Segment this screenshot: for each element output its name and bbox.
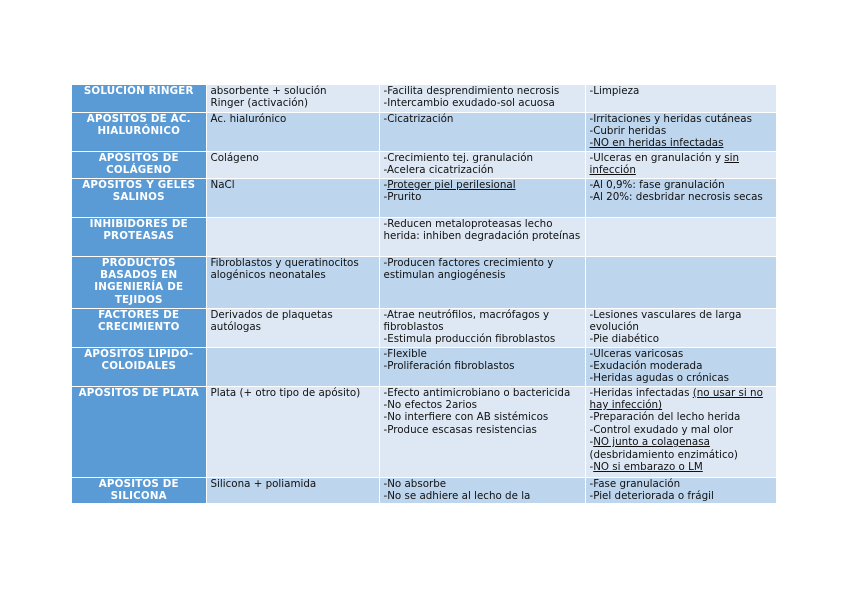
cell-line: -Estimula producción fibroblastos <box>383 333 556 346</box>
cell-line: - <box>383 178 388 191</box>
cell-line: -Irritaciones y heridas cutáneas <box>589 112 752 125</box>
cell-line-underlined: Proteger piel perilesional <box>387 178 516 191</box>
cell-line: -Facilita desprendimiento necrosis <box>383 85 560 97</box>
cell-line-underlined: NO junto a colagenasa <box>593 436 710 449</box>
effects-cell <box>379 256 585 308</box>
cell-line: -Crecimiento tej. granulación <box>383 151 534 164</box>
cell-line: -Lesiones vasculares de larga evolución <box>589 308 742 333</box>
table-row <box>72 151 776 178</box>
table-row <box>72 85 776 112</box>
cell-line: Ringer (activación) <box>210 97 309 110</box>
effects-cell <box>379 386 585 477</box>
cell-line: -Ulceras en granulación y <box>589 151 725 164</box>
cell-line: -Efecto antimicrobiano o bactericida <box>383 386 571 399</box>
cell-line: (desbridamiento enzimático) <box>589 448 738 461</box>
row-header <box>72 477 206 503</box>
row-header-text: APÓSITOS DE SILICONA <box>98 477 179 502</box>
cell-line: NaCl <box>210 178 235 191</box>
indications-cell <box>585 85 776 112</box>
row-header: APÓSITOS DE PLATA <box>72 386 206 477</box>
row-header: APÓSITOS Y GELES SALINOS <box>72 178 206 217</box>
cell-line-underlined: sin <box>724 151 739 164</box>
cell-line: -Prurito <box>383 190 422 203</box>
cell-line: -Producen factores crecimiento y estimulan angiogénesis <box>383 256 554 281</box>
cell-line: -No absorbe <box>383 477 447 490</box>
cell-line: - <box>589 436 594 449</box>
row-header: APÓSITOS DE COLÁGENO <box>72 151 206 178</box>
cell-line-underlined: NO si embarazo o LM <box>593 460 703 473</box>
indications-cell <box>585 178 776 217</box>
effects-cell <box>379 308 585 347</box>
effects-cell <box>379 85 585 112</box>
table-row <box>72 477 776 503</box>
cell-line: Ác. hialurónico <box>210 112 287 125</box>
cell-line: -Limpieza <box>589 85 640 97</box>
row-header: PRODUCTOS BASADOS EN INGENIERÍA DE TEJIDOS <box>72 256 206 308</box>
cell-line: -Al 20%: desbridar necrosis secas <box>589 190 763 203</box>
cell-line: -Exudación moderada <box>589 359 703 372</box>
dressings-table <box>72 85 777 504</box>
cell-line: -Control exudado y mal olor <box>589 423 733 436</box>
cell-line: -Flexible <box>383 347 427 360</box>
cell-line: Plata (+ otro tipo de apósito) <box>210 386 361 399</box>
cell-line: - <box>589 460 594 473</box>
effects-cell <box>379 347 585 386</box>
cell-line: -Cubrir heridas <box>589 124 667 137</box>
cell-line: Colágeno <box>210 151 259 164</box>
effects-cell <box>379 477 585 503</box>
table-row <box>72 217 776 256</box>
indications-cell <box>585 256 776 308</box>
cell-line: Derivados de plaquetas autólogas <box>210 308 333 333</box>
cell-line: -Heridas agudas o crónicas <box>589 372 729 385</box>
cell-line: Silicona + poliamida <box>210 477 317 490</box>
cell-line: -Preparación del lecho herida <box>589 411 741 424</box>
table-row <box>72 347 776 386</box>
composition-cell <box>206 112 379 151</box>
cell-line: -Cicatrización <box>383 112 454 125</box>
cell-line: -Proliferación fibroblastos <box>383 359 515 372</box>
composition-cell <box>206 308 379 347</box>
effects-cell <box>379 151 585 178</box>
table-row <box>72 112 776 151</box>
composition-cell <box>206 217 379 256</box>
table-row <box>72 386 776 477</box>
table-row <box>72 256 776 308</box>
cell-line: -NO en heridas infectadas <box>589 137 724 150</box>
cell-line: absorbente + solución <box>210 85 327 97</box>
row-header: APÓSITOS DE ÁC. HIALURÓNICO <box>72 112 206 151</box>
composition-cell <box>206 85 379 112</box>
cell-line-underlined: infección <box>589 163 636 176</box>
indications-cell <box>585 386 776 477</box>
row-header: APÓSITOS LIPIDO-COLOIDALES <box>72 347 206 386</box>
row-header: INHIBIDORES DE PROTEASAS <box>72 217 206 256</box>
composition-cell <box>206 151 379 178</box>
composition-cell <box>206 347 379 386</box>
cell-line: -Intercambio exudado-sol acuosa <box>383 97 555 110</box>
composition-cell <box>206 477 379 503</box>
composition-cell <box>206 386 379 477</box>
cell-line: -Al 0,9%: fase granulación <box>589 178 725 191</box>
row-header: SOLUCIÓN RINGER <box>72 85 206 112</box>
indications-cell <box>585 151 776 178</box>
cell-line: -No efectos 2arios <box>383 398 478 411</box>
indications-cell <box>585 112 776 151</box>
cell-line: -Heridas infectadas <box>589 386 693 399</box>
composition-cell <box>206 256 379 308</box>
cell-line: -No se adhiere al lecho de la <box>383 489 531 502</box>
composition-cell <box>206 178 379 217</box>
row-header: FACTORES DE CRECIMIENTO <box>72 308 206 347</box>
indications-cell <box>585 477 776 503</box>
indications-cell <box>585 217 776 256</box>
effects-cell <box>379 112 585 151</box>
cell-line: -No interfiere con AB sistémicos <box>383 411 549 424</box>
cell-line: -Produce escasas resistencias <box>383 423 537 436</box>
cell-line: -Atrae neutrófilos, macrófagos y fibroblastos <box>383 308 550 333</box>
table-row <box>72 308 776 347</box>
cell-line: -Acelera cicatrización <box>383 163 494 176</box>
effects-cell <box>379 178 585 217</box>
effects-cell <box>379 217 585 256</box>
table-row <box>72 178 776 217</box>
cell-line: -Fase granulación <box>589 477 681 490</box>
cell-line: -Úlceras varicosas <box>589 347 684 360</box>
cell-line: Fibroblastos y queratinocitos alogénicos neonatales <box>210 256 359 281</box>
indications-cell <box>585 347 776 386</box>
cell-line: -Pie diabético <box>589 333 660 346</box>
cell-line-underlined: (no usar si no hay infección) <box>589 386 763 411</box>
cell-line: -Piel deteriorada o frágil <box>589 489 714 502</box>
cell-line: -Reducen metaloproteasas lecho herida: inhiben degradación proteínas <box>383 217 581 242</box>
indications-cell <box>585 308 776 347</box>
